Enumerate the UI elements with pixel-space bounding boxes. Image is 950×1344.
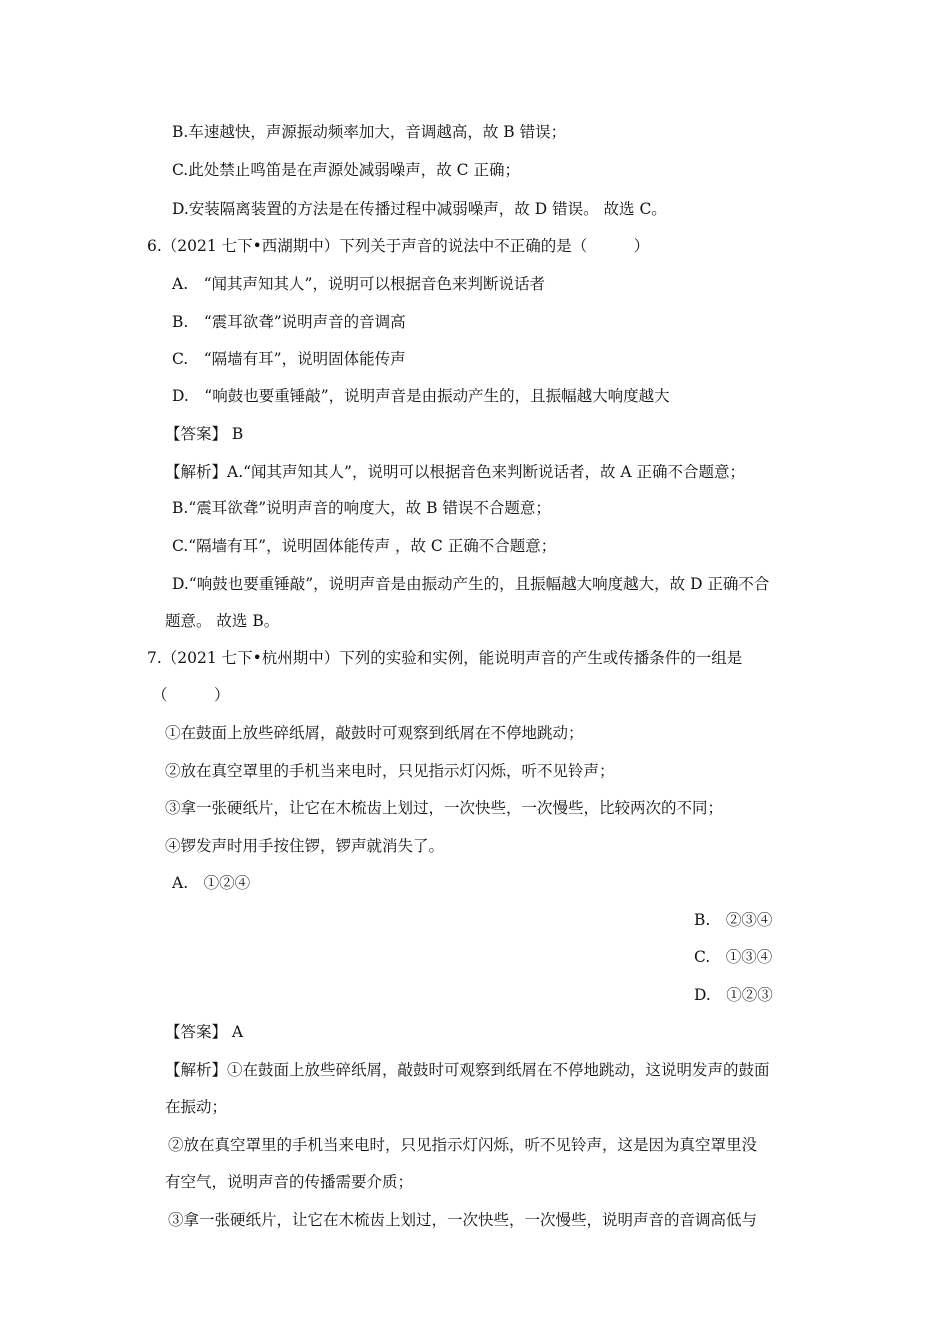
- q6-option-a: A. “闻其声知其人”，说明可以根据音色来判断说话者: [172, 275, 545, 293]
- q6-analysis-line: B.“震耳欲聋”说明声音的响度大，故 B 错误不合题意；: [172, 499, 551, 517]
- q7-item: ②放在真空罩里的手机当来电时，只见指示灯闪烁，听不见铃声；: [165, 762, 615, 780]
- q5-analysis-c: C.此处禁止鸣笛是在声源处减弱噪声，故 C 正确；: [172, 161, 520, 179]
- q6-analysis-line: 【解析】A.“闻其声知其人”，说明可以根据音色来判断说话者，故 A 正确不合题意；: [165, 463, 746, 481]
- q6-analysis-line: C.“隔墙有耳”，说明固体能传声 ，故 C 正确不合题意；: [172, 537, 557, 555]
- q7-item: ①在鼓面上放些碎纸屑，敲鼓时可观察到纸屑在不停地跳动；: [165, 724, 584, 742]
- q7-option-c: C. ①③④: [694, 948, 773, 966]
- q7-item: ③拿一张硬纸片，让它在木梳齿上划过，一次快些，一次慢些，比较两次的不同；: [165, 799, 724, 817]
- q6-analysis-line: 题意。 故选 B。: [165, 612, 280, 630]
- q7-analysis-line: 有空气，说明声音的传播需要介质；: [165, 1173, 414, 1191]
- q7-option-a: A. ①②④: [172, 874, 251, 892]
- q6-analysis-line: D.“响鼓也要重锤敲”，说明声音是由振动产生的，且振幅越大响度越大，故 D 正确不合: [172, 575, 770, 593]
- q6-option-c: C. “隔墙有耳”，说明固体能传声: [172, 350, 406, 368]
- q7-analysis-line: ②放在真空罩里的手机当来电时，只见指示灯闪烁，听不见铃声，这是因为真空罩里没: [168, 1136, 758, 1154]
- q6-answer: 【答案】 B: [165, 425, 244, 443]
- q6-option-b: B. “震耳欲聋”说明声音的音调高: [172, 313, 406, 331]
- q6-stem: 6.（2021 七下•西湖期中）下列关于声音的说法中不正确的是（ ）: [147, 237, 650, 255]
- q6-option-d: D. “响鼓也要重锤敲”，说明声音是由振动产生的，且振幅越大响度越大: [172, 387, 670, 405]
- q7-item: ④锣发声时用手按住锣，锣声就消失了。: [165, 837, 445, 855]
- q5-analysis-b: B.车速越快，声源振动频率加大，音调越高，故 B 错误；: [172, 123, 567, 141]
- q5-analysis-d: D.安装隔离装置的方法是在传播过程中减弱噪声，故 D 错误。 故选 C。: [172, 200, 667, 218]
- q7-stem: 7.（2021 七下•杭州期中）下列的实验和实例，能说明声音的产生或传播条件的一组是: [147, 649, 743, 667]
- q7-answer: 【答案】 A: [165, 1023, 244, 1041]
- q7-option-d: D. ①②③: [694, 986, 773, 1004]
- q7-analysis-line: 在振动；: [165, 1098, 228, 1116]
- q7-analysis-line: 【解析】①在鼓面上放些碎纸屑，敲鼓时可观察到纸屑在不停地跳动，这说明发声的鼓面: [165, 1061, 770, 1079]
- q7-option-b: B. ②③④: [694, 911, 773, 929]
- q7-stem-bracket: （ ）: [152, 686, 230, 704]
- q7-analysis-line: ③拿一张硬纸片，让它在木梳齿上划过，一次快些，一次慢些，说明声音的音调高低与: [168, 1211, 758, 1229]
